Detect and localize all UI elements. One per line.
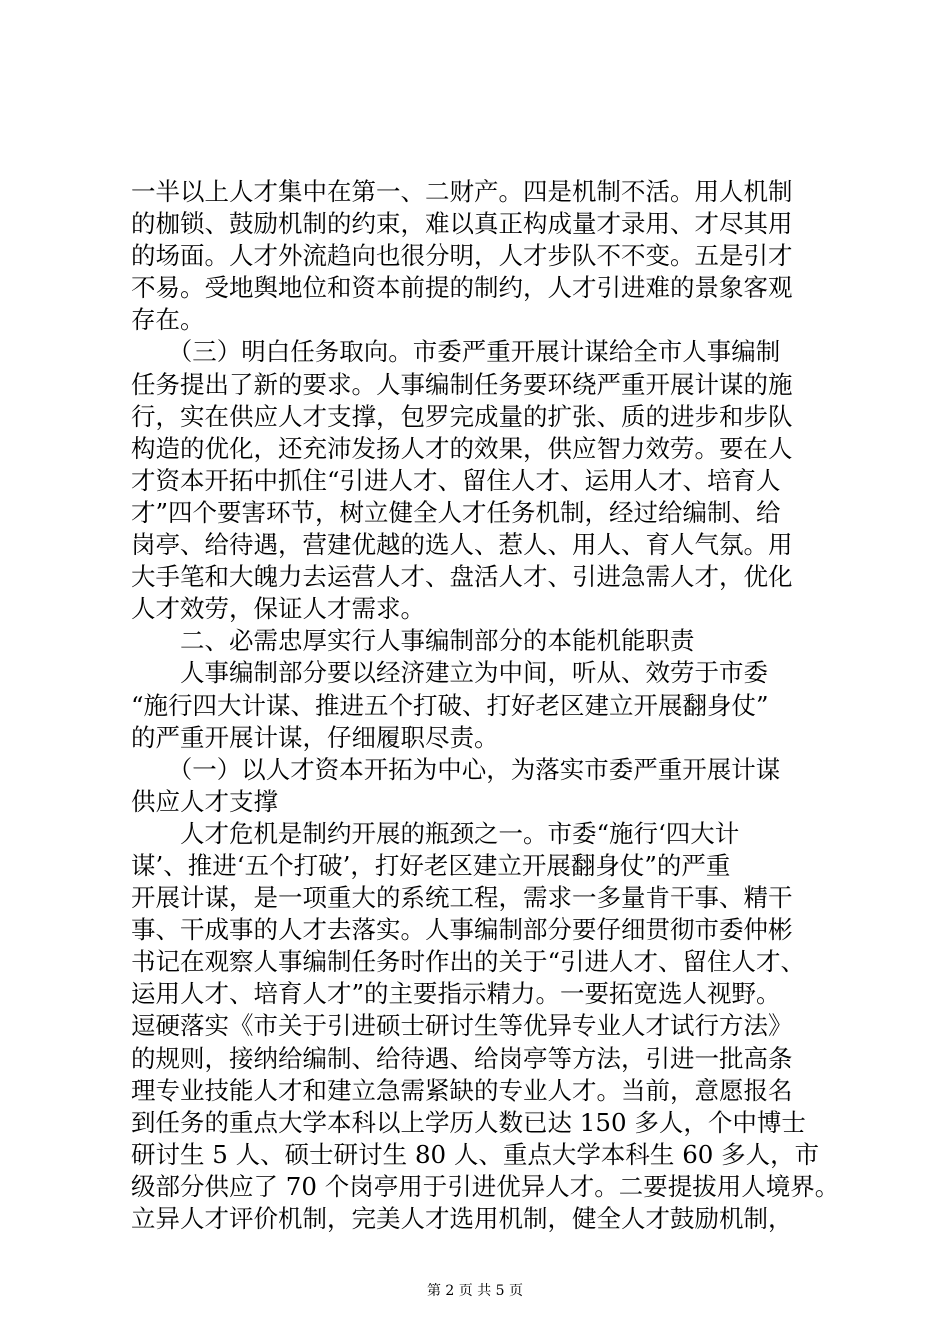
text-line: 逗硬落实《市关于引进硕士研讨生等优异专业人才试行方法》 <box>131 1011 793 1041</box>
text-line: 人才效劳，保证人才需求。 <box>131 594 425 624</box>
text-line: 运用人才、培育人才”的主要指示精力。一要拓宽选人视野。 <box>131 979 781 1009</box>
text-line: 研讨生 5 人、硕士研讨生 80 人、重点大学本科生 60 多人，市 <box>131 1139 820 1169</box>
text-line: 构造的优化，还充沛发扬人才的效果，供应智力效劳。要在人 <box>131 433 793 463</box>
text-line: “施行四大计谋、推进五个打破、打好老区建立开展翻身仗” <box>131 690 769 720</box>
text-line: 存在。 <box>131 305 205 335</box>
page-footer: 第 2 页 共 5 页 <box>426 1283 524 1299</box>
text-line: 书记在观察人事编制任务时作出的关于“引进人才、留住人才、 <box>131 947 806 977</box>
text-line: 才资本开拓中抓住“引进人才、留住人才、运用人才、培育人 <box>131 465 781 495</box>
document-body <box>131 176 840 1235</box>
text-line: （三）明白任务取向。市委严重开展计谋给全市人事编制 <box>131 337 781 367</box>
text-line: 的场面。人才外流趋向也很分明，人才步队不不变。五是引才 <box>131 241 793 271</box>
text-line: 谋’、推进‘五个打破’，打好老区建立开展翻身仗”的严重 <box>131 850 731 880</box>
text-line: 供应人才支撑 <box>131 786 278 816</box>
text-line: 才”四个要害环节，树立健全人才任务机制，经过给编制、给 <box>131 497 781 527</box>
text-line: 任务提出了新的要求。人事编制任务要环绕严重开展计谋的施 <box>131 369 793 399</box>
text-line: 岗亭、给待遇，营建优越的选人、惹人、用人、育人气氛。用 <box>131 530 793 560</box>
text-line: 一半以上人才集中在第一、二财产。四是机制不活。用人机制 <box>131 177 793 206</box>
text-line: 理专业技能人才和建立急需紧缺的专业人才。当前，意愿报名 <box>131 1075 793 1105</box>
text-line: 不易。受地舆地位和资本前提的制约，人才引进难的景象客观 <box>131 273 793 303</box>
text-line: 大手笔和大魄力去运营人才、盘活人才、引进急需人才，优化 <box>131 562 793 592</box>
text-line: 人事编制部分要以经济建立为中间，听从、效劳于市委 <box>131 658 768 688</box>
text-line: （一）以人才资本开拓为中心，为落实市委严重开展计谋 <box>131 754 781 784</box>
text-line: 开展计谋，是一项重大的系统工程，需求一多量肯干事、精干 <box>131 883 793 913</box>
text-line: 二、必需忠厚实行人事编制部分的本能机能职责 <box>131 626 695 656</box>
text-line: 人才危机是制约开展的瓶颈之一。市委“施行‘四大计 <box>131 818 740 848</box>
text-line: 的枷锁、鼓励机制的约束，难以真正构成量才录用、才尽其用 <box>131 209 793 239</box>
text-line: 的规则，接纳给编制、给待遇、给岗亭等方法，引进一批高条 <box>131 1043 793 1073</box>
text-line: 到任务的重点大学本科以上学历人数已达 150 多人，个中博士 <box>131 1107 806 1137</box>
text-line: 行，实在供应人才支撑，包罗完成量的扩张、质的进步和步队 <box>131 401 793 431</box>
text-line: 的严重开展计谋，仔细履职尽责。 <box>131 722 499 752</box>
text-line: 级部分供应了 70 个岗亭用于引进优异人才。二要提拔用人境界。 <box>131 1171 840 1201</box>
text-line: 立异人才评价机制，完美人才选用机制，健全人才鼓励机制， <box>131 1204 793 1233</box>
text-line: 事、干成事的人才去落实。人事编制部分要仔细贯彻市委仲彬 <box>131 915 793 945</box>
